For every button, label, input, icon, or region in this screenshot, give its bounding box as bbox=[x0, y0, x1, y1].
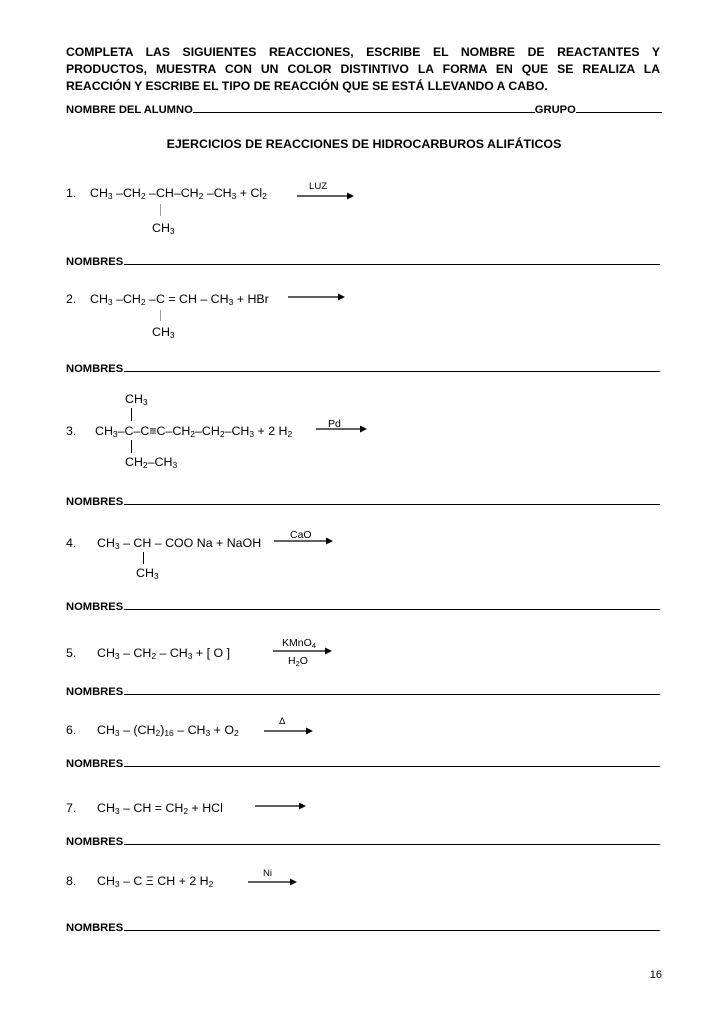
student-line bbox=[66, 103, 660, 116]
exercise-6-number: 6. bbox=[66, 723, 77, 737]
exercise-3-arrow bbox=[316, 424, 368, 434]
exercise-5-equation: $CH_3 - CH_2 - CH_3$ + [ O ] bbox=[97, 646, 231, 661]
exercise-4-condition: CaO bbox=[290, 529, 312, 541]
instructions-line-2: PRODUCTOS, MUESTRA CON UN COLOR DISTINTIVO LA FORMA EN QUE SE REALIZA LA bbox=[66, 62, 660, 76]
instructions-line-1: COMPLETA LAS SIGUIENTES REACCIONES, ESCRIBE EL NOMBRE DE REACTANTES Y bbox=[66, 45, 660, 59]
exercise-1-number: 1. bbox=[66, 186, 77, 200]
exercise-8-names-line[interactable] bbox=[66, 921, 660, 934]
exercise-1-equation: $CH_3$ $-CH_2$ $-CH-CH_2$ $-CH_3 + Cl_2$ bbox=[90, 186, 267, 201]
exercise-2-number: 2. bbox=[66, 292, 77, 306]
exercise-7-names-line[interactable] bbox=[66, 835, 660, 848]
instructions-line-3: REACCIÓN Y ESCRIBE EL TIPO DE REACCIÓN QUE SE ESTÁ LLEVANDO A CABO. bbox=[66, 79, 548, 93]
exercise-6-condition: Δ bbox=[279, 716, 286, 727]
exercise-4-number: 4. bbox=[66, 536, 77, 550]
student-name-label: NOMBRE DEL ALUMNO bbox=[66, 104, 193, 116]
exercise-4-branch: $CH_3$ bbox=[136, 566, 159, 581]
group-label: GRUPO bbox=[534, 104, 576, 116]
page-title: EJERCICIOS DE REACCIONES DE HIDROCARBUROS ALIFÁTICOS bbox=[166, 137, 562, 151]
exercise-8-number: 8. bbox=[66, 874, 77, 888]
exercise-4-names-line[interactable] bbox=[66, 600, 660, 613]
instructions bbox=[66, 44, 660, 95]
exercise-1-names-line[interactable] bbox=[66, 255, 660, 268]
exercise-6-equation: $CH_3 - (CH_2)_{16} - CH_3 + O_2$ bbox=[97, 723, 239, 738]
exercise-5-condition-top: KMnO$_4$ bbox=[282, 637, 316, 650]
exercise-2-branch: $CH_3$ bbox=[152, 325, 175, 340]
exercise-5-names-label: NOMBRES bbox=[66, 686, 124, 698]
exercise-8-condition: Ni bbox=[263, 868, 273, 879]
exercise-5-number: 5. bbox=[66, 646, 77, 660]
exercise-3-branch-bottom: $CH_2-CH_3$ bbox=[125, 455, 178, 470]
student-name-field[interactable] bbox=[193, 103, 535, 113]
exercise-3-number: 3. bbox=[66, 424, 77, 438]
exercise-5-names-line[interactable] bbox=[66, 685, 660, 698]
exercise-2-names-line[interactable] bbox=[66, 362, 660, 375]
exercise-2-branch-bond bbox=[160, 310, 161, 321]
exercise-6-names-label: NOMBRES bbox=[66, 758, 124, 770]
exercise-3-names-line[interactable] bbox=[66, 495, 660, 508]
exercise-1-condition: LUZ bbox=[309, 181, 328, 192]
exercise-8-equation: $CH_3$ – C Ξ CH + 2 $H_2$ bbox=[97, 874, 214, 889]
page-number: 16 bbox=[649, 969, 662, 981]
exercise-3-bottom-bond bbox=[131, 440, 132, 453]
exercise-3-equation: $CH_3-C-C\equiv C-CH_2-CH_2-CH_3 + 2$ $H_2$ bbox=[95, 424, 293, 439]
exercise-3-branch-top: $CH_3$ bbox=[125, 392, 148, 407]
exercise-5-condition-bottom: $H_2O$ bbox=[288, 655, 308, 668]
exercise-2-names-label: NOMBRES bbox=[66, 363, 124, 375]
group-field[interactable] bbox=[576, 103, 662, 113]
exercise-8-names-label: NOMBRES bbox=[66, 922, 124, 934]
exercise-4-equation: $CH_3$ – CH – COO Na + NaOH bbox=[97, 536, 262, 551]
exercise-1-branch: $CH_3$ bbox=[152, 221, 175, 236]
exercise-3-top-bond bbox=[131, 408, 132, 421]
exercise-7-equation: $CH_3$ – CH = $CH_2$ + HCl bbox=[97, 801, 223, 816]
exercise-4-branch-bond bbox=[143, 552, 144, 564]
exercise-4-names-label: NOMBRES bbox=[66, 601, 124, 613]
exercise-8-arrow bbox=[248, 877, 298, 887]
exercise-6-arrow bbox=[264, 726, 314, 736]
exercise-2-equation: $CH_3$ $-CH_2$ –C = CH – $CH_3$ + HBr bbox=[90, 292, 269, 307]
exercise-2-arrow bbox=[288, 292, 346, 302]
exercise-1-names-label: NOMBRES bbox=[66, 256, 124, 268]
exercise-7-names-label: NOMBRES bbox=[66, 836, 124, 848]
exercise-1-branch-bond bbox=[160, 204, 161, 216]
exercise-3-condition: Pd bbox=[328, 418, 341, 430]
exercise-4-arrow bbox=[274, 536, 334, 546]
exercise-7-number: 7. bbox=[66, 801, 77, 815]
exercise-7-arrow bbox=[255, 801, 307, 811]
exercise-3-names-label: NOMBRES bbox=[66, 496, 124, 508]
exercise-1-arrow bbox=[297, 191, 355, 201]
exercise-6-names-line[interactable] bbox=[66, 757, 660, 770]
